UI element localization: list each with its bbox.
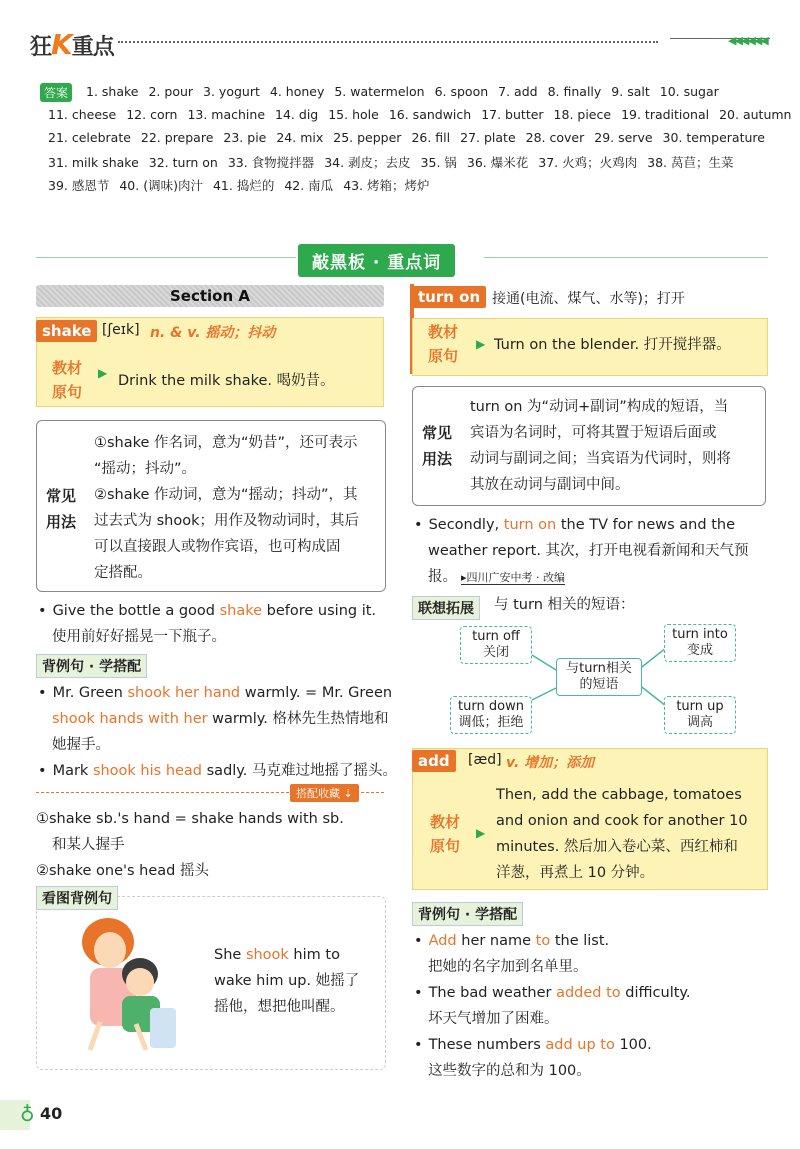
banner-title: 敲黑板 · 重点词 — [298, 244, 455, 277]
answer-item: 25. pepper — [333, 130, 402, 145]
answer-item: 15. hole — [328, 107, 379, 122]
answer-badge: 答案 — [40, 83, 72, 102]
turnon-example-line3: 报。 ▸四川广安中考 · 改编 — [428, 569, 566, 585]
answer-item: 13. machine — [187, 107, 266, 122]
answer-item: 30. temperature — [662, 130, 765, 145]
shake-example-2-line3: 她握手。 — [52, 737, 110, 753]
shake-collocation-tag: 背例句 · 学搭配 — [36, 654, 147, 678]
bookmark-icon: ⇣ — [343, 787, 353, 800]
answer-item: 1. shake — [86, 84, 139, 99]
answer-item: 19. traditional — [621, 107, 710, 122]
answer-item: 16. sandwich — [388, 107, 472, 122]
turnon-usage-text: turn on 为“动词+副词”构成的短语，当 宾语为名词时，可将其置于短语后面或 动词与副词之间；当宾语为代词时，则将 其放在动词与副词中间。 — [470, 399, 731, 493]
shake-textbook-sentence: Drink the milk shake. 喝奶昔。 — [118, 373, 335, 389]
collocation-1: ①shake sb.'s hand = shake hands with sb. — [36, 811, 344, 827]
shake-textbook-label: 教材 原句 — [52, 359, 83, 401]
add-example-2-cn: 坏天气增加了困难。 — [428, 1011, 559, 1027]
answer-item: 10. sugar — [659, 84, 719, 99]
shake-example-2-line2: shook hands with her warmly. 格林先生热情地和 — [52, 711, 389, 727]
mindmap-turn-down: turn down 调低；拒绝 — [450, 696, 532, 734]
answer-item: 43. 烤箱；烤炉 — [343, 178, 430, 193]
answer-row — [86, 84, 729, 99]
shake-pos: n. & v. 摇动；抖动 — [150, 325, 276, 341]
turnon-word: turn on — [412, 286, 486, 308]
add-textbook-text: Then, add the cabbage, tomatoes and onion and cook for another 10 minutes. 然后加入卷心菜、西红柿和 洋葱，再煮上 10 分钟。 — [496, 787, 748, 881]
add-textbook-label: 教材 原句 — [430, 813, 461, 855]
answer-item: 35. 锅 — [420, 155, 457, 170]
mindmap-turn-into: turn into 变成 — [664, 624, 736, 662]
shake-example-1: • Give the bottle a good shake before using it. — [38, 598, 376, 624]
answer-item: 8. finally — [547, 84, 602, 99]
balloon-icon: ♁ — [20, 1102, 35, 1126]
page-number: 40 — [40, 1104, 63, 1123]
turnon-meaning: 接通(电流、煤气、水等)；打开 — [492, 291, 685, 307]
turnon-textbook-sentence: Turn on the blender. 打开搅拌器。 — [494, 337, 731, 353]
answer-item: 32. turn on — [148, 155, 218, 170]
answer-item: 33. 食物搅拌器 — [227, 155, 315, 170]
answer-row — [48, 107, 800, 122]
chevron-right-icon: ▶ — [476, 337, 486, 351]
answer-item: 9. salt — [611, 84, 650, 99]
answer-row — [48, 176, 440, 194]
answer-item: 41. 捣烂的 — [212, 178, 275, 193]
add-pos: v. 增加；添加 — [506, 755, 595, 771]
shake-example-3: • Mark shook his head sadly. 马克难过地摇了摇头。 — [38, 758, 397, 784]
answer-item: 12. corn — [126, 107, 178, 122]
arrows-icon: ◀◀◀◀◀◀ — [728, 34, 767, 47]
add-example-3: • These numbers add up to 100. — [414, 1032, 652, 1058]
add-collocation-tag: 背例句 · 学搭配 — [412, 902, 523, 926]
picture-example-tag: 看图背例句 — [36, 886, 118, 910]
answer-item: 7. add — [498, 84, 538, 99]
answer-item: 38. 莴苣；生菜 — [647, 155, 734, 170]
section-heading: Section A — [36, 285, 384, 307]
add-example-2: • The bad weather added to difficulty. — [414, 980, 691, 1006]
shake-usage-label: 常见 用法 — [46, 487, 77, 531]
chevron-right-icon: ▶ — [476, 826, 486, 840]
add-word: add — [412, 750, 456, 772]
extension-tag: 联想拓展 — [412, 596, 480, 620]
answer-item: 18. piece — [553, 107, 612, 122]
answer-item: 29. serve — [594, 130, 653, 145]
turnon-textbook-label: 教材 原句 — [428, 323, 459, 365]
mindmap-center: 与turn相关 的短语 — [556, 658, 642, 696]
answer-item: 22. prepare — [140, 130, 214, 145]
shake-example-1-cn: 使用前好好摇晃一下瓶子。 — [52, 629, 226, 645]
answer-row — [48, 153, 743, 171]
add-phonetic: [æd] — [468, 752, 502, 768]
chevron-right-icon: ▶ — [98, 366, 108, 380]
answer-item: 37. 火鸡；火鸡肉 — [538, 155, 638, 170]
brand-logo: 狂K重点 — [30, 28, 114, 61]
answer-item: 4. honey — [269, 84, 325, 99]
illustration-girl-shaking-boy — [60, 912, 190, 1052]
answer-item: 11. cheese — [48, 107, 117, 122]
turnon-example-line2: weather report. 其次，打开电视看新闻和天气预 — [428, 543, 749, 559]
answer-row — [48, 130, 775, 145]
answer-item: 20. autumn — [719, 107, 792, 122]
turnon-usage-label: 常见 用法 — [422, 424, 453, 468]
answer-item: 27. plate — [460, 130, 516, 145]
shake-word: shake — [36, 320, 97, 342]
collocation-2: ②shake one's head 摇头 — [36, 863, 209, 879]
answer-item: 24. mix — [276, 130, 324, 145]
answer-item: 34. 剥皮；去皮 — [324, 155, 411, 170]
answer-item: 36. 爆米花 — [466, 155, 529, 170]
answer-item: 23. pie — [223, 130, 267, 145]
add-example-1: • Add her name to the list. — [414, 928, 609, 954]
picture-example-text: She shook him to wake him up. 她摇了 摇他，想把他叫醒。 — [214, 947, 360, 1015]
banner-line-left — [36, 257, 296, 258]
turnon-example: • Secondly, turn on the TV for news and the — [414, 512, 735, 538]
banner-line-right — [484, 257, 768, 258]
answer-item: 21. celebrate — [48, 130, 131, 145]
mindmap-turn-up: turn up 调高 — [664, 696, 736, 734]
answer-item: 31. milk shake — [48, 155, 139, 170]
shake-usage-text: ①shake 作名词，意为“奶昔”，还可表示 “摇动；抖动”。 ②shake 作动词，意为“摇动；抖动”，其 过去式为 shook；用作及物动词时，其后 可以直接跟人或物作宾语，也可构成固 定搭配。 — [94, 435, 359, 581]
shake-phonetic: [ʃeɪk] — [102, 322, 140, 338]
answer-item: 26. fill — [411, 130, 451, 145]
answer-item: 5. watermelon — [334, 84, 425, 99]
header-divider — [118, 41, 658, 43]
extension-text: 与 turn 相关的短语： — [494, 597, 635, 613]
answer-item: 28. cover — [525, 130, 585, 145]
add-example-1-cn: 把她的名字加到名单里。 — [428, 959, 588, 975]
mindmap-turn-off: turn off 关闭 — [460, 626, 532, 664]
answer-item: 39. 感恩节 — [48, 178, 110, 193]
answer-item: 42. 南瓜 — [284, 178, 334, 193]
answer-item: 6. spoon — [434, 84, 489, 99]
collect-tag: 搭配收藏 ⇣ — [290, 784, 359, 802]
answer-item: 17. butter — [481, 107, 544, 122]
answer-item: 3. yogurt — [203, 84, 260, 99]
answer-item: 2. pour — [148, 84, 194, 99]
shake-example-2: • Mr. Green shook her hand warmly. = Mr. Green — [38, 680, 392, 706]
source-note: 四川广安中考 · 改编 — [466, 571, 566, 584]
add-example-3-cn: 这些数字的总和为 100。 — [428, 1063, 591, 1079]
answer-item: 40. (调味)肉汁 — [119, 178, 203, 193]
collocation-1-cn: 和某人握手 — [52, 837, 125, 853]
answer-item: 14. dig — [275, 107, 319, 122]
